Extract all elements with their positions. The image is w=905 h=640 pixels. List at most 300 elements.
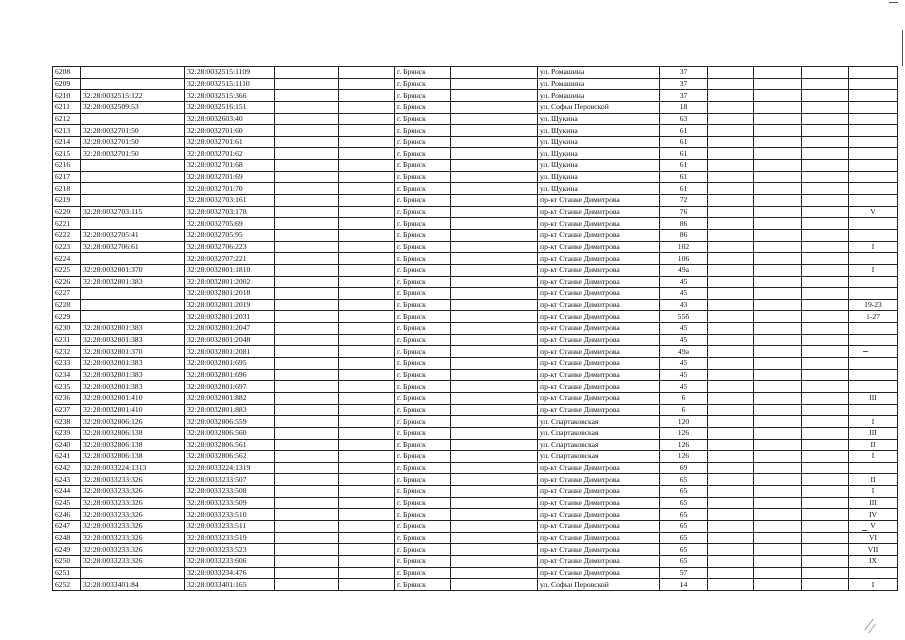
premises-number-cell [849,404,898,416]
blank-col-d-cell [339,579,395,591]
object-cadastral-number-cell: 32:28:0033233:519 [185,532,275,544]
blank-col-e-cell [451,369,538,381]
city-cell: г. Брянск [395,101,451,113]
blank-col-h-cell [802,195,849,207]
blank-col-g-cell [754,171,802,183]
blank-col-e-cell [451,579,538,591]
blank-col-f-cell [708,241,754,253]
blank-col-f-cell [708,148,754,160]
blank-col-g-cell [754,346,802,358]
house-number-cell: 6 [660,404,708,416]
blank-col-g-cell [754,288,802,300]
blank-col-e-cell [451,416,538,428]
parcel-cadastral-number-cell: 32:28:0033233:326 [81,486,185,498]
object-cadastral-number-cell: 32:28:0033233:508 [185,486,275,498]
blank-col-d-cell [339,451,395,463]
blank-col-c-cell [275,276,339,288]
object-cadastral-number-cell: 32:28:0032806:562 [185,451,275,463]
blank-col-g-cell [754,218,802,230]
row-number-cell: 6244 [53,486,81,498]
row-number-cell: 6243 [53,474,81,486]
object-cadastral-number-cell: 32:28:0032516:151 [185,101,275,113]
blank-col-e-cell [451,392,538,404]
city-cell: г. Брянск [395,171,451,183]
blank-col-h-cell [802,218,849,230]
blank-col-e-cell [451,160,538,172]
blank-col-f-cell [708,264,754,276]
blank-col-c-cell [275,113,339,125]
scan-mark-right-dash-1 [863,351,868,352]
row-number-cell: 6208 [53,67,81,79]
blank-col-h-cell [802,404,849,416]
parcel-cadastral-number-cell: 32:28:0032806:138 [81,451,185,463]
row-number-cell: 6223 [53,241,81,253]
city-cell: г. Брянск [395,451,451,463]
blank-col-d-cell [339,125,395,137]
row-number-cell: 6241 [53,451,81,463]
blank-col-h-cell [802,171,849,183]
city-cell: г. Брянск [395,148,451,160]
blank-col-d-cell [339,241,395,253]
row-number-cell: 6220 [53,206,81,218]
blank-col-d-cell [339,381,395,393]
object-cadastral-number-cell: 32:28:0032707:221 [185,253,275,265]
street-cell: ул. Щукина [538,171,660,183]
object-cadastral-number-cell: 32:28:0032515:366 [185,90,275,102]
house-number-cell: 120 [660,416,708,428]
premises-number-cell [849,183,898,195]
premises-number-cell: 19-23 [849,299,898,311]
table-row [53,497,898,509]
blank-col-h-cell [802,101,849,113]
row-number-cell: 6210 [53,90,81,102]
city-cell: г. Брянск [395,334,451,346]
blank-col-h-cell [802,392,849,404]
blank-col-c-cell [275,160,339,172]
street-cell: ул. Спартаковская [538,427,660,439]
blank-col-h-cell [802,544,849,556]
premises-number-cell: I [849,416,898,428]
house-number-cell: 126 [660,451,708,463]
street-cell: пр-кт Станке Димитрова [538,544,660,556]
table-row [53,509,898,521]
house-number-cell: 45 [660,334,708,346]
blank-col-c-cell [275,264,339,276]
premises-number-cell [849,113,898,125]
blank-col-c-cell [275,218,339,230]
blank-col-c-cell [275,358,339,370]
table-row [53,520,898,532]
blank-col-e-cell [451,555,538,567]
blank-col-c-cell [275,520,339,532]
parcel-cadastral-number-cell: 32:28:0032705:41 [81,229,185,241]
blank-col-h-cell [802,264,849,276]
object-cadastral-number-cell: 32:28:0033224:1319 [185,462,275,474]
blank-col-f-cell [708,206,754,218]
object-cadastral-number-cell: 32:28:0032801:2019 [185,299,275,311]
city-cell: г. Брянск [395,67,451,79]
blank-col-f-cell [708,404,754,416]
object-cadastral-number-cell: 32:28:0032701:60 [185,125,275,137]
row-number-cell: 6250 [53,555,81,567]
blank-col-h-cell [802,323,849,335]
parcel-cadastral-number-cell [81,311,185,323]
blank-col-h-cell [802,369,849,381]
blank-col-h-cell [802,451,849,463]
blank-col-c-cell [275,206,339,218]
parcel-cadastral-number-cell: 32:28:0032801:383 [81,358,185,370]
blank-col-c-cell [275,311,339,323]
house-number-cell: 45 [660,323,708,335]
blank-col-c-cell [275,451,339,463]
blank-col-e-cell [451,218,538,230]
object-cadastral-number-cell: 32:28:0032801:2048 [185,334,275,346]
city-cell: г. Брянск [395,183,451,195]
blank-col-e-cell [451,462,538,474]
blank-col-d-cell [339,113,395,125]
house-number-cell: 126 [660,427,708,439]
blank-col-e-cell [451,334,538,346]
city-cell: г. Брянск [395,90,451,102]
street-cell: ул. Софьи Перовской [538,101,660,113]
city-cell: г. Брянск [395,276,451,288]
blank-col-g-cell [754,474,802,486]
blank-col-f-cell [708,427,754,439]
blank-col-f-cell [708,544,754,556]
blank-col-h-cell [802,136,849,148]
house-number-cell: 72 [660,195,708,207]
blank-col-c-cell [275,78,339,90]
house-number-cell: 45 [660,369,708,381]
parcel-cadastral-number-cell: 32:28:0032801:383 [81,381,185,393]
premises-number-cell [849,288,898,300]
table-row [53,136,898,148]
object-cadastral-number-cell: 32:28:0032515:1109 [185,67,275,79]
blank-col-g-cell [754,392,802,404]
street-cell: пр-кт Станке Димитрова [538,381,660,393]
blank-col-e-cell [451,404,538,416]
blank-col-c-cell [275,404,339,416]
blank-col-d-cell [339,427,395,439]
blank-col-h-cell [802,160,849,172]
object-cadastral-number-cell: 32:28:0032806:559 [185,416,275,428]
blank-col-c-cell [275,532,339,544]
blank-col-c-cell [275,392,339,404]
row-number-cell: 6245 [53,497,81,509]
blank-col-h-cell [802,253,849,265]
table-row [53,148,898,160]
table-row [53,299,898,311]
table-row [53,439,898,451]
house-number-cell: 49а [660,346,708,358]
blank-col-f-cell [708,125,754,137]
blank-col-f-cell [708,183,754,195]
object-cadastral-number-cell: 32:28:0033233:523 [185,544,275,556]
blank-col-g-cell [754,532,802,544]
blank-col-e-cell [451,544,538,556]
table-row [53,462,898,474]
table-row [53,579,898,591]
house-number-cell: 106 [660,253,708,265]
house-number-cell: 63 [660,113,708,125]
house-number-cell: 65 [660,474,708,486]
blank-col-h-cell [802,358,849,370]
house-number-cell: 65 [660,520,708,532]
blank-col-d-cell [339,78,395,90]
street-cell: пр-кт Станке Димитрова [538,486,660,498]
table-row [53,532,898,544]
blank-col-e-cell [451,346,538,358]
row-number-cell: 6242 [53,462,81,474]
city-cell: г. Брянск [395,520,451,532]
city-cell: г. Брянск [395,113,451,125]
row-number-cell: 6221 [53,218,81,230]
street-cell: пр-кт Станке Димитрова [538,555,660,567]
premises-number-cell: V [849,206,898,218]
blank-col-f-cell [708,369,754,381]
row-number-cell: 6224 [53,253,81,265]
street-cell: пр-кт Станке Димитрова [538,474,660,486]
blank-col-g-cell [754,101,802,113]
blank-col-f-cell [708,555,754,567]
city-cell: г. Брянск [395,195,451,207]
blank-col-g-cell [754,451,802,463]
table-row [53,171,898,183]
street-cell: пр-кт Станке Димитрова [538,462,660,474]
blank-col-g-cell [754,136,802,148]
blank-col-h-cell [802,206,849,218]
city-cell: г. Брянск [395,299,451,311]
row-number-cell: 6251 [53,567,81,579]
house-number-cell: 37 [660,90,708,102]
row-number-cell: 6238 [53,416,81,428]
premises-number-cell [849,67,898,79]
blank-col-c-cell [275,125,339,137]
street-cell: пр-кт Станке Димитрова [538,334,660,346]
parcel-cadastral-number-cell: 32:28:0033233:326 [81,544,185,556]
street-cell: ул. Щукина [538,113,660,125]
premises-number-cell [849,323,898,335]
blank-col-g-cell [754,253,802,265]
blank-col-h-cell [802,427,849,439]
row-number-cell: 6233 [53,358,81,370]
house-number-cell: 65 [660,486,708,498]
street-cell: пр-кт Станке Димитрова [538,323,660,335]
blank-col-f-cell [708,113,754,125]
table-row [53,276,898,288]
parcel-cadastral-number-cell: 32:28:0032801:383 [81,276,185,288]
house-number-cell: 86 [660,229,708,241]
parcel-cadastral-number-cell: 32:28:0032801:383 [81,334,185,346]
table-row [53,241,898,253]
house-number-cell: 14 [660,579,708,591]
premises-number-cell: VII [849,544,898,556]
table-row [53,474,898,486]
city-cell: г. Брянск [395,264,451,276]
premises-number-cell [849,136,898,148]
blank-col-g-cell [754,544,802,556]
row-number-cell: 6218 [53,183,81,195]
blank-col-g-cell [754,567,802,579]
city-cell: г. Брянск [395,497,451,509]
row-number-cell: 6214 [53,136,81,148]
house-number-cell: 65 [660,497,708,509]
parcel-cadastral-number-cell: 32:28:0032706:61 [81,241,185,253]
premises-number-cell: II [849,474,898,486]
table-row [53,427,898,439]
street-cell: ул. Щукина [538,160,660,172]
house-number-cell: 18 [660,101,708,113]
row-number-cell: 6226 [53,276,81,288]
table-row [53,125,898,137]
house-number-cell: 76 [660,206,708,218]
blank-col-h-cell [802,183,849,195]
blank-col-h-cell [802,474,849,486]
blank-col-f-cell [708,381,754,393]
table-row [53,206,898,218]
blank-col-f-cell [708,299,754,311]
premises-number-cell [849,369,898,381]
blank-col-f-cell [708,323,754,335]
blank-col-g-cell [754,555,802,567]
blank-col-e-cell [451,427,538,439]
parcel-cadastral-number-cell: 32:28:0033233:326 [81,474,185,486]
blank-col-d-cell [339,218,395,230]
table-row [53,404,898,416]
table-row [53,218,898,230]
premises-number-cell: III [849,497,898,509]
blank-col-f-cell [708,78,754,90]
blank-col-f-cell [708,229,754,241]
blank-col-f-cell [708,451,754,463]
blank-col-c-cell [275,195,339,207]
blank-col-f-cell [708,474,754,486]
blank-col-f-cell [708,439,754,451]
premises-number-cell: III [849,427,898,439]
blank-col-g-cell [754,206,802,218]
object-cadastral-number-cell: 32:28:0032515:1110 [185,78,275,90]
row-number-cell: 6217 [53,171,81,183]
blank-col-g-cell [754,264,802,276]
row-number-cell: 6216 [53,160,81,172]
city-cell: г. Брянск [395,136,451,148]
blank-col-f-cell [708,497,754,509]
blank-col-d-cell [339,392,395,404]
blank-col-c-cell [275,497,339,509]
premises-number-cell [849,253,898,265]
table-row [53,381,898,393]
blank-col-d-cell [339,486,395,498]
blank-col-e-cell [451,299,538,311]
street-cell: пр-кт Станке Димитрова [538,229,660,241]
blank-col-e-cell [451,90,538,102]
table-row [53,195,898,207]
row-number-cell: 6212 [53,113,81,125]
row-number-cell: 6232 [53,346,81,358]
row-number-cell: 6209 [53,78,81,90]
row-number-cell: 6211 [53,101,81,113]
object-cadastral-number-cell: 32:28:0032705:69 [185,218,275,230]
blank-col-e-cell [451,311,538,323]
street-cell: ул. Ромашина [538,67,660,79]
blank-col-g-cell [754,113,802,125]
house-number-cell: 65 [660,532,708,544]
row-number-cell: 6247 [53,520,81,532]
blank-col-e-cell [451,509,538,521]
blank-col-h-cell [802,276,849,288]
street-cell: ул. Щукина [538,183,660,195]
parcel-cadastral-number-cell [81,160,185,172]
blank-col-d-cell [339,404,395,416]
premises-number-cell: VI [849,532,898,544]
blank-col-h-cell [802,229,849,241]
city-cell: г. Брянск [395,311,451,323]
table-row [53,323,898,335]
parcel-cadastral-number-cell: 32:28:0032806:126 [81,416,185,428]
blank-col-f-cell [708,567,754,579]
house-number-cell: 86 [660,218,708,230]
premises-number-cell [849,276,898,288]
object-cadastral-number-cell: 32:28:0033233:510 [185,509,275,521]
blank-col-h-cell [802,509,849,521]
row-number-cell: 6219 [53,195,81,207]
street-cell: ул. Софьи Перовской [538,579,660,591]
house-number-cell: 61 [660,125,708,137]
premises-number-cell: II [849,439,898,451]
city-cell: г. Брянск [395,474,451,486]
blank-col-h-cell [802,381,849,393]
blank-col-e-cell [451,264,538,276]
blank-col-e-cell [451,451,538,463]
blank-col-c-cell [275,136,339,148]
blank-col-h-cell [802,567,849,579]
parcel-cadastral-number-cell: 32:28:0032701:50 [81,136,185,148]
premises-number-cell [849,358,898,370]
table-row [53,264,898,276]
house-number-cell: 61 [660,171,708,183]
object-cadastral-number-cell: 32:28:0032806:561 [185,439,275,451]
city-cell: г. Брянск [395,346,451,358]
row-number-cell: 6222 [53,229,81,241]
blank-col-h-cell [802,579,849,591]
parcel-cadastral-number-cell: 32:28:0032801:410 [81,404,185,416]
object-cadastral-number-cell: 32:28:0032801:1810 [185,264,275,276]
house-number-cell: 102 [660,241,708,253]
blank-col-d-cell [339,264,395,276]
premises-number-cell: III [849,392,898,404]
parcel-cadastral-number-cell: 32:28:0032801:383 [81,323,185,335]
table-row [53,334,898,346]
blank-col-d-cell [339,532,395,544]
blank-col-g-cell [754,497,802,509]
blank-col-h-cell [802,416,849,428]
blank-col-e-cell [451,67,538,79]
blank-col-f-cell [708,253,754,265]
blank-col-f-cell [708,218,754,230]
parcel-cadastral-number-cell: 32:28:0032806:138 [81,427,185,439]
blank-col-c-cell [275,90,339,102]
blank-col-c-cell [275,288,339,300]
house-number-cell: 45 [660,288,708,300]
blank-col-d-cell [339,544,395,556]
blank-col-d-cell [339,183,395,195]
street-cell: пр-кт Станке Димитрова [538,346,660,358]
street-cell: пр-кт Станке Димитрова [538,520,660,532]
blank-col-e-cell [451,195,538,207]
premises-number-cell: I [849,451,898,463]
parcel-cadastral-number-cell [81,218,185,230]
city-cell: г. Брянск [395,532,451,544]
